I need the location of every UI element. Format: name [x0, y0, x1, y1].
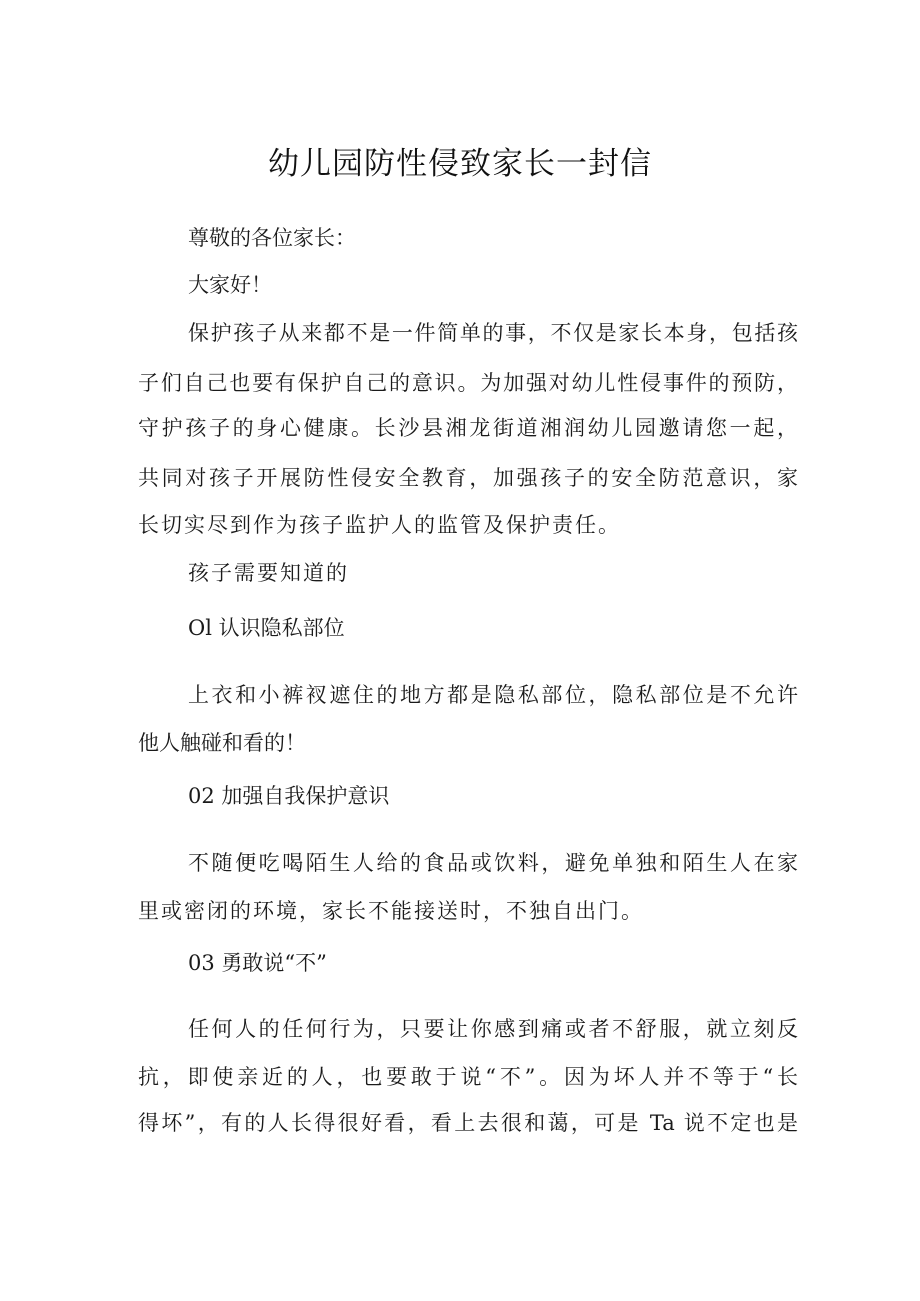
item3-line-2: 抗，即使亲近的人，也要敢于说“不”。因为坏人并不等于“长: [138, 1065, 798, 1089]
intro-line-4: 共同对孩子开展防性侵安全教育，加强孩子的安全防范意识，家: [138, 466, 798, 490]
intro-line-2: 子们自己也要有保护自己的意识。为加强对幼儿性侵事件的预防，: [138, 371, 798, 395]
item3-heading: 03 勇敢说“不”: [188, 951, 327, 975]
item1-line-1: 上衣和小裤衩遮住的地方都是隐私部位，隐私部位是不允许: [188, 683, 798, 707]
item3-line-1: 任何人的任何行为，只要让你感到痛或者不舒服，就立刻反: [188, 1017, 798, 1041]
greeting: 大家好！: [188, 273, 272, 297]
item1-heading: Ol 认识隐私部位: [188, 616, 345, 640]
intro-line-1: 保护孩子从来都不是一件简单的事，不仅是家长本身，包括孩: [188, 321, 798, 345]
item3-line-3: 得坏”，有的人长得很好看，看上去很和蔼，可是 Ta 说不定也是: [138, 1111, 798, 1135]
document-title: 幼儿园防性侵致家长一封信: [268, 146, 652, 182]
item1-line-2: 他人触碰和看的！: [138, 731, 306, 755]
intro-line-5: 长切实尽到作为孩子监护人的监管及保护责任。: [138, 513, 621, 537]
section-intro: 孩子需要知道的: [188, 561, 349, 585]
item2-line-1: 不随便吃喝陌生人给的食品或饮料，避免单独和陌生人在家: [188, 851, 798, 875]
item2-line-2: 里或密闭的环境，家长不能接送时，不独自出门。: [138, 899, 644, 923]
item2-heading: 02 加强自我保护意识: [188, 784, 390, 808]
salutation: 尊敬的各位家长：: [188, 226, 356, 250]
intro-line-3: 守护孩子的身心健康。长沙县湘龙街道湘润幼儿园邀请您一起，: [138, 416, 798, 440]
